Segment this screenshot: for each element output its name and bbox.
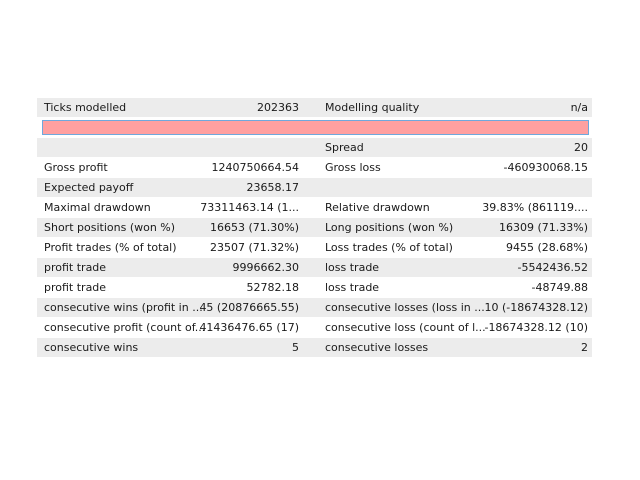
table-row — [37, 218, 592, 238]
table-row — [37, 238, 592, 258]
stat-value: 16653 (71.30%) — [209, 221, 299, 234]
stat-value: 9455 (28.68%) — [505, 241, 588, 254]
stat-label: profit trade — [44, 261, 107, 274]
table-row — [37, 278, 592, 298]
table-row — [37, 178, 592, 198]
stat-value: 23507 (71.32%) — [209, 241, 299, 254]
stat-value: 73311463.14 (1... — [200, 201, 299, 214]
backtest-report-table — [37, 98, 592, 358]
stat-label: consecutive wins — [44, 341, 139, 354]
stat-label: Expected payoff — [44, 181, 134, 194]
stat-value: 52782.18 — [246, 281, 299, 294]
stat-value — [215, 138, 303, 157]
stat-label: consecutive loss (count of l... — [325, 321, 486, 334]
stat-label: Profit trades (% of total) — [44, 241, 177, 254]
modelling-quality-bar — [42, 120, 589, 135]
stat-value: 1240750664.54 — [211, 161, 299, 174]
stat-label — [303, 178, 493, 197]
table-row — [37, 98, 592, 118]
stat-label: consecutive losses (loss in ... — [325, 301, 485, 314]
stat-value: 2 — [581, 341, 588, 354]
stat-label: Long positions (won %) — [325, 221, 454, 234]
stat-value: 16309 (71.33%) — [498, 221, 588, 234]
stat-value: n/a — [570, 101, 588, 114]
stat-value: 39.83% (861119.... — [482, 201, 588, 214]
stat-label — [37, 138, 215, 157]
stat-value: 9996662.30 — [232, 261, 299, 274]
stat-label: profit trade — [44, 281, 107, 294]
table-row — [37, 138, 592, 158]
table-row — [37, 338, 592, 358]
stat-label: consecutive wins (profit in ... — [44, 301, 203, 314]
stat-label: Relative drawdown — [325, 201, 430, 214]
stat-value: 10 (-18674328.12) — [484, 301, 588, 314]
stat-label: Short positions (won %) — [44, 221, 176, 234]
stat-value: 20 — [574, 141, 588, 154]
stat-value: -18674328.12 (10) — [484, 321, 588, 334]
stat-value: -460930068.15 — [503, 161, 588, 174]
stat-label: consecutive profit (count of... — [44, 321, 206, 334]
stat-label: Loss trades (% of total) — [325, 241, 453, 254]
stat-value: 202363 — [257, 101, 299, 114]
stat-value: 5 — [292, 341, 299, 354]
stat-label: consecutive losses — [325, 341, 429, 354]
stat-value: -5542436.52 — [517, 261, 588, 274]
stat-value: 45 (20876665.55) — [199, 301, 299, 314]
stat-label: loss trade — [325, 261, 380, 274]
stat-value — [493, 178, 592, 197]
stat-label: loss trade — [325, 281, 380, 294]
stat-value: 41436476.65 (17) — [199, 321, 299, 334]
table-row — [37, 258, 592, 278]
table-row — [37, 158, 592, 178]
table-row — [37, 318, 592, 338]
stat-label: Ticks modelled — [44, 101, 127, 114]
stat-label: Modelling quality — [325, 101, 420, 114]
table-row — [37, 298, 592, 318]
stat-label: Spread — [325, 141, 364, 154]
stat-value: -48749.88 — [531, 281, 588, 294]
stat-label: Gross profit — [44, 161, 108, 174]
table-row — [37, 198, 592, 218]
modelling-quality-row — [37, 118, 592, 138]
stat-label: Gross loss — [325, 161, 381, 174]
stat-label: Maximal drawdown — [44, 201, 151, 214]
stat-value: 23658.17 — [246, 181, 299, 194]
